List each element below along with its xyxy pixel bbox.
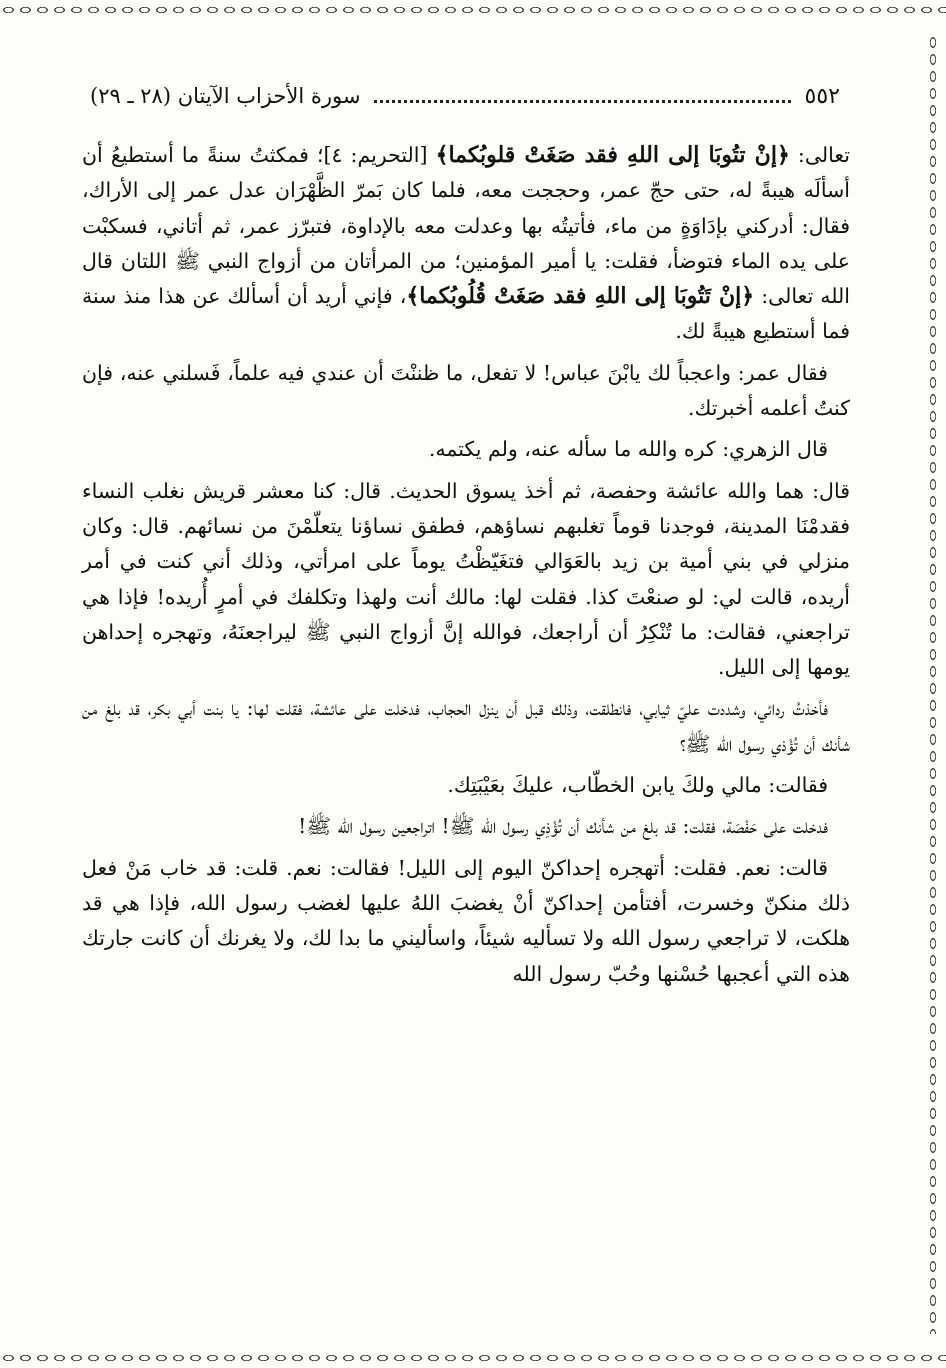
running-title: سورة الأحزاب الآيتان (٢٨ ـ ٢٩) xyxy=(90,84,361,108)
paragraph: فقالت: مالي ولكَ يابن الخطّاب، عليكَ بعَيْبَتِك. xyxy=(447,773,828,798)
paragraph: تعالى: ﴿إنْ تتُوبَا إلى اللهِ فقد صَغَتْ قلوبُكما﴾ [التحريم: ٤]؛ فمكثتُ سنةً ما أستطيعُ أن أسألَه هيبةً له، حتى حجّ عمر، وحججت معه، فلما كان بَمرّ الظَّهْرَان عدل عمر إلى الأراك، فقال: أدركني بإدَاوَةٍ من ماء، فأتيتُه بها وعدلت معه بالإداوة، فتبرّز عمر، ثم أتاني، فسكبْت على يده الماء فتوضأ، فقلت: يا أمير المؤمنين؛ من المرأتان من أزواج النبي ﷺ اللتان قال الله تعالى: ﴿إنْ تَتُوبَا إلى اللهِ فقد صَغَتْ قُلُوبُكما﴾، فإني أريد أن أسألك عن هذا منذ سنة فما أستطيع هيبةً لك. xyxy=(82,142,850,344)
ornamental-border-bottom xyxy=(0,1350,946,1366)
paragraph: فدخلت على حَفْصَة، فقلت: قد بلغ من شأنك أن تُؤْذِي رسول الله ﷺ! اتراجعين رسول الله ﷺ! xyxy=(298,814,828,839)
page-body xyxy=(82,138,850,998)
quran-verse: ﴿إنْ تتُوبَا إلى اللهِ فقد صَغَتْ قلوبُكما﴾ xyxy=(435,142,790,168)
ornamental-border-top xyxy=(0,2,946,18)
ornamental-border-right xyxy=(926,34,940,1334)
quran-verse: ﴿إنْ تَتُوبَا إلى اللهِ فقد صَغَتْ قُلُوبُكما﴾ xyxy=(406,283,755,310)
paragraph: قال: هما والله عائشة وحفصة، ثم أخذ يسوق الحديث. قال: كنا معشر قريش نغلب النساء فقدمْنَا المدينة، فوجدنا قوماً تغلبهم نساؤهم، فطفق نساؤنا يتعلّمْنَ من نسائهم. قال: وكان منزلي في بني أمية بن زيد بالعَوَالي فتغَيّظْتُ يوماً على امرأتي، وذلك أني كنت في أمر أريده، قالت لي: لو صنعْتَ كذا. فقلت لها: مالك أنت ولهذا وتكلفك في أمرٍ أُريده! فإذا هي تراجعني، فقالت: ما تُنْكِرُ أن أراجعك، فوالله إنَّ أزواج النبي ﷺ ليراجعنَهُ، وتهجره إحداهن يومها إلى الليل. xyxy=(82,478,851,680)
page-header xyxy=(90,78,840,114)
paragraph: قالت: نعم. فقلت: أتهجره إحداكنّ اليوم إلى الليل! فقالت: نعم. قلت: قد خاب مَنْ فعل ذلك منكنّ وخسرت، أفتأمن إحداكنّ أنْ يغضبَ اللهُ عليها لغضب رسول الله، فإذا هي قد هلكت، لا تراجعي رسول الله ولا تسأليه شيئاً، واسأليني ما بدا لك، ولا يغرنك أن كانت جارتك هذه التي أعجبها حُسْنها وحُبّ رسول الله xyxy=(82,855,850,986)
page-number: ٥٥٢ xyxy=(804,83,840,109)
paragraph: فقال عمر: واعجباً لك يابْنَ عباس! لا تفعل، ما ظننْتَ أن عندي فيه علماً، فَسلني عنه، فإن كنتُ أعلمه أخبرتك. xyxy=(82,360,850,421)
header-dot-leader xyxy=(374,90,790,103)
paragraph: فأخذتُ ردائي، وشددت عليّ ثيابي، فانطلقت، وذلك قبل أن ينزل الحجاب، فدخلت على عائشة، فقلت لها: يا بنت أبي بكر، قد بلغ من شأنك أن تُؤْذي رسول الله ﷺ؟ xyxy=(82,696,850,756)
paragraph: قال الزهري: كره والله ما سأله عنه، ولم يكتمه. xyxy=(428,437,828,462)
